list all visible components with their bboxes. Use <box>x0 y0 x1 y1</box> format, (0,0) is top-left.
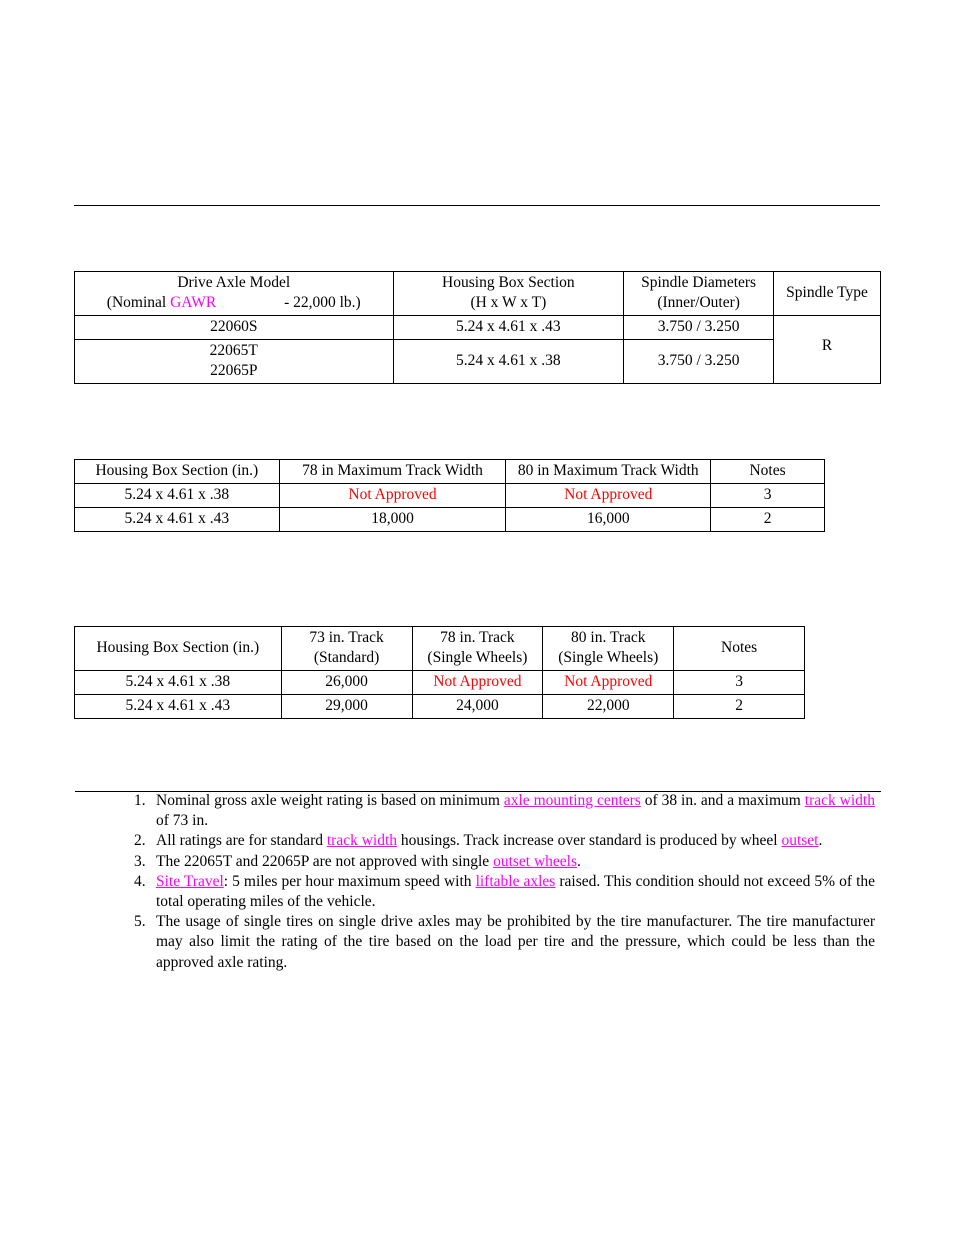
glossary-link[interactable]: track width <box>804 792 875 809</box>
note-item <box>134 852 875 872</box>
note-number: 3. <box>134 852 146 870</box>
table-cell: 3.750 / 3.250 <box>624 340 774 384</box>
header-80-max-track: 80 in Maximum Track Width <box>506 460 711 484</box>
table-row <box>75 484 825 508</box>
header-text: (H x W x T) <box>470 294 547 311</box>
note-item <box>134 791 875 831</box>
note-text: Nominal gross axle weight rating is based on minimum <box>156 792 504 809</box>
max-track-width-table <box>74 459 825 532</box>
top-divider <box>74 205 880 206</box>
note-number: 4. <box>134 872 146 890</box>
header-text: Housing Box Section <box>442 274 575 291</box>
table-header-row <box>75 272 881 316</box>
glossary-link[interactable]: outset <box>781 832 819 850</box>
table-cell: 3.750 / 3.250 <box>624 316 774 340</box>
header-text: 78 in. Track <box>440 629 515 646</box>
header-text: - 22,000 lb.) <box>284 294 361 311</box>
not-approved-cell: Not Approved <box>506 484 711 508</box>
glossary-link[interactable]: liftable axles <box>475 872 556 890</box>
table-cell: 29,000 <box>281 695 412 719</box>
header-spindle-diameters <box>624 272 774 316</box>
table-row <box>75 340 881 384</box>
header-text: (Standard) <box>313 649 380 666</box>
header-text: Spindle Diameters <box>641 274 757 291</box>
table-row <box>75 316 881 340</box>
header-text: Drive Axle Model <box>177 274 291 291</box>
header-text: 73 in. Track <box>309 629 384 646</box>
table-cell: 5.24 x 4.61 x .43 <box>75 508 280 532</box>
note-item <box>134 872 875 912</box>
table-cell: R <box>821 337 833 354</box>
table-cell <box>75 340 394 384</box>
note-text: All ratings are for standard <box>156 832 327 850</box>
table-row <box>75 671 805 695</box>
table-cell: 3 <box>711 484 825 508</box>
model-line: 22065T <box>209 342 258 359</box>
header-spindle-type: Spindle Type <box>774 272 881 316</box>
table-cell: 24,000 <box>412 695 543 719</box>
table-cell: 2 <box>711 508 825 532</box>
header-text: 80 in. Track <box>571 629 646 646</box>
header-housing-box-section: Housing Box Section (in.) <box>75 627 282 671</box>
not-approved-cell: Not Approved <box>412 671 543 695</box>
not-approved-cell: Not Approved <box>543 671 674 695</box>
header-text: (Single Wheels) <box>427 649 528 666</box>
note-text: The 22065T and 22065P are not approved with single <box>156 852 494 870</box>
note-text: : 5 miles per hour maximum speed with <box>223 872 476 890</box>
table-cell: 2 <box>674 695 805 719</box>
header-text <box>79 293 389 313</box>
note-text: of 73 in. <box>156 812 209 830</box>
note-text: . <box>818 832 823 850</box>
header-notes: Notes <box>674 627 805 671</box>
table-cell: 16,000 <box>506 508 711 532</box>
glossary-link[interactable]: Site Travel <box>156 872 224 890</box>
table-cell: 5.24 x 4.61 x .38 <box>393 340 624 384</box>
model-line: 22065P <box>210 362 258 379</box>
note-text: housings. Track increase over standard is produced by wheel <box>397 832 782 850</box>
table-row <box>75 695 805 719</box>
table-cell: 18,000 <box>279 508 506 532</box>
gawr-link[interactable]: GAWR <box>170 294 217 311</box>
note-text: . <box>577 852 581 870</box>
header-notes: Notes <box>711 460 825 484</box>
table-cell: 5.24 x 4.61 x .43 <box>393 316 624 340</box>
note-number: 1. <box>134 792 146 809</box>
header-housing-box-section <box>393 272 624 316</box>
note-text: raised. This condition should not exceed 5% of the total operating miles of the vehicle. <box>156 872 875 911</box>
table-header-row <box>75 627 805 671</box>
header-73-track <box>281 627 412 671</box>
table-header-row <box>75 460 825 484</box>
header-text: (Nominal <box>106 294 167 311</box>
note-number: 2. <box>134 832 146 850</box>
table-cell: 5.24 x 4.61 x .43 <box>75 695 282 719</box>
table-cell: 26,000 <box>281 671 412 695</box>
axle-model-table <box>74 271 881 384</box>
table-cell: 5.24 x 4.61 x .38 <box>75 484 280 508</box>
glossary-link[interactable]: outset wheels <box>493 852 578 870</box>
header-text: (Single Wheels) <box>558 649 659 666</box>
glossary-link[interactable]: axle mounting centers <box>503 792 641 809</box>
note-number: 5. <box>134 913 146 931</box>
header-text: (Inner/Outer) <box>657 294 740 311</box>
header-drive-axle-model <box>75 272 394 316</box>
header-78-max-track: 78 in Maximum Track Width <box>279 460 506 484</box>
note-item <box>134 912 875 973</box>
table-cell: 3 <box>674 671 805 695</box>
glossary-link[interactable]: track width <box>326 832 398 850</box>
not-approved-cell: Not Approved <box>279 484 506 508</box>
header-housing-box-section: Housing Box Section (in.) <box>75 460 280 484</box>
table-row <box>75 508 825 532</box>
note-item <box>134 831 875 851</box>
spindle-type-cell <box>774 316 881 384</box>
track-rating-table <box>74 626 805 719</box>
note-text: The usage of single tires on single drive axles may be prohibited by the tire manufacturer. The tire manufacturer may also limit the rating of the tire based on the load per tire and the pressure, which could be less than the approved axle rating. <box>156 913 875 971</box>
header-80-track <box>543 627 674 671</box>
table-cell: 22,000 <box>543 695 674 719</box>
table-cell: 22060S <box>75 316 394 340</box>
header-78-track <box>412 627 543 671</box>
notes-list <box>134 791 875 973</box>
table-cell: 5.24 x 4.61 x .38 <box>75 671 282 695</box>
note-text: of 38 in. and a maximum <box>640 792 805 809</box>
